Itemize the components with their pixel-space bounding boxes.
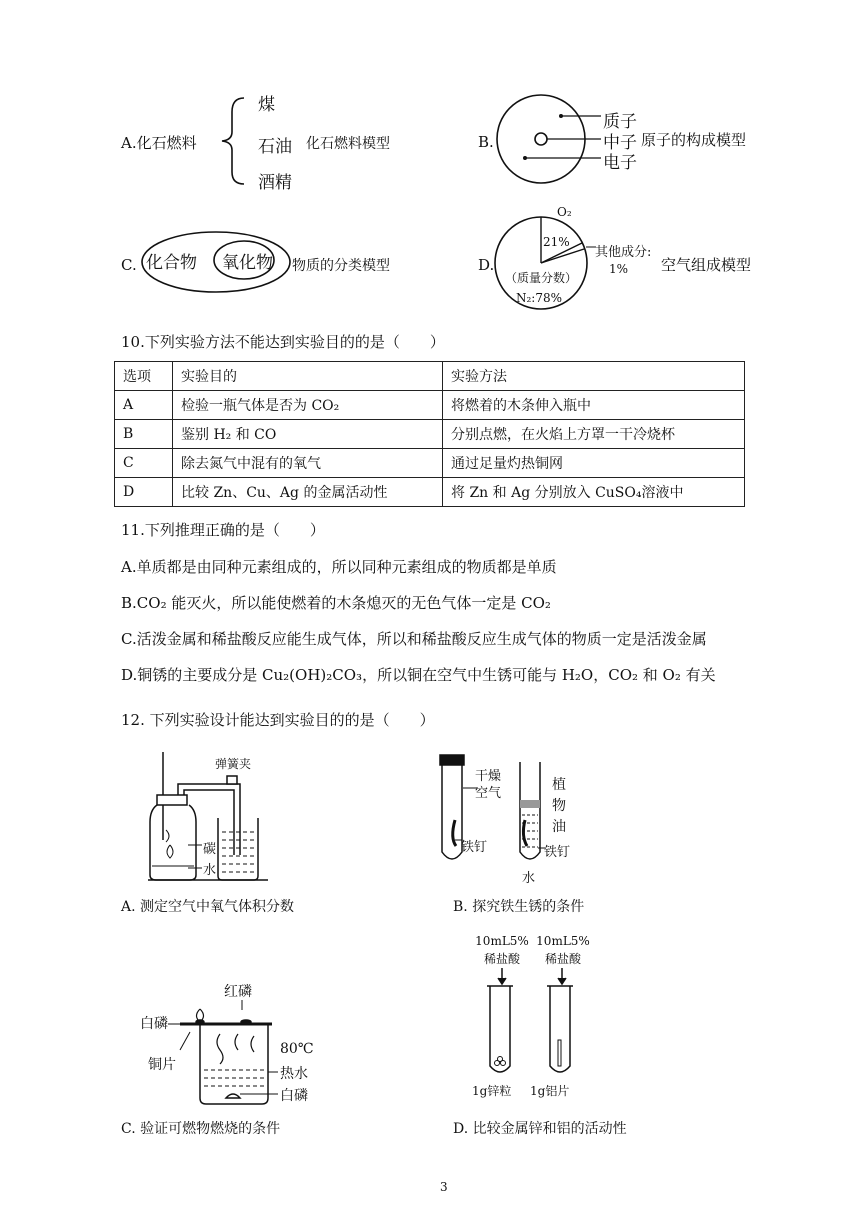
q12c-caption: C. 验证可燃物燃烧的条件 bbox=[121, 1121, 281, 1137]
q12b-nail2: 铁钉 bbox=[544, 845, 571, 860]
q12a-carbon: 碳 bbox=[203, 842, 217, 857]
q9a-model: 化石燃料模型 bbox=[306, 136, 390, 152]
q12-question: 12. 下列实验设计能达到实验目的的是（ ） bbox=[121, 711, 435, 729]
q11-question: 11.下列推理正确的是（ ） bbox=[121, 521, 325, 539]
table-cell: A bbox=[115, 391, 173, 420]
q9a-item-alcohol: 酒精 bbox=[258, 173, 292, 193]
q11-option-a: A.单质都是由同种元素组成的，所以同种元素组成的物质都是单质 bbox=[121, 558, 557, 576]
q9b-proton: 质子 bbox=[603, 112, 637, 132]
page-number: 3 bbox=[440, 1180, 448, 1194]
table-cell: 分别点燃，在火焰上方罩一干冷烧杯 bbox=[443, 420, 745, 449]
q9d-n2: N₂:78% bbox=[516, 291, 563, 305]
q12d-acid1: 10mL5%稀盐酸 bbox=[475, 934, 529, 966]
table-cell: 除去氮气中混有的氧气 bbox=[173, 449, 443, 478]
q9d-other: 其他成分: bbox=[595, 245, 652, 260]
q11-option-d: D.铜锈的主要成分是 Cu₂(OH)₂CO₃，所以铜在空气中生锈可能与 H₂O，CO₂ 和 O₂ 有关 bbox=[121, 666, 716, 684]
q9c-inner: 氧化物 bbox=[222, 253, 273, 273]
apparatus-c-drawing bbox=[168, 1000, 278, 1104]
table-cell: D bbox=[115, 478, 173, 507]
table-cell: 将燃着的木条伸入瓶中 bbox=[443, 391, 745, 420]
table-cell: C bbox=[115, 449, 173, 478]
q9a-item-oil: 石油 bbox=[258, 137, 292, 157]
hot-water-hatch bbox=[204, 1070, 264, 1086]
q9d-other-pct: 1% bbox=[609, 262, 629, 276]
q12c-copper: 铜片 bbox=[148, 1057, 176, 1073]
table-cell: B bbox=[115, 420, 173, 449]
q12b-caption: B. 探究铁生锈的条件 bbox=[453, 899, 585, 915]
q9b-neutron: 中子 bbox=[603, 133, 637, 153]
q9d-o2-pct: 21% bbox=[543, 235, 570, 249]
water-hatch bbox=[222, 832, 254, 872]
header-cell: 实验目的 bbox=[173, 362, 443, 391]
q12b-oil: 植物油 bbox=[552, 777, 566, 835]
q12c-temp: 80℃ bbox=[280, 1041, 314, 1057]
q10-question: 10.下列实验方法不能达到实验目的的是（ ） bbox=[121, 333, 445, 351]
q9d-o2: O₂ bbox=[557, 205, 572, 219]
q12d-zn: 1g锌粒 bbox=[472, 1084, 512, 1098]
q9a-label: A.化石燃料 bbox=[121, 134, 197, 152]
q9a-item-coal: 煤 bbox=[258, 95, 275, 115]
q12b-nail1: 铁钉 bbox=[461, 840, 488, 855]
header-cell: 选项 bbox=[115, 362, 173, 391]
q9d-model: 空气组成模型 bbox=[661, 256, 752, 274]
q12d-al: 1g铝片 bbox=[530, 1084, 570, 1098]
q12a-caption: A. 测定空气中氧气体积分数 bbox=[121, 899, 295, 915]
header-cell: 实验方法 bbox=[443, 362, 745, 391]
table-cell: 鉴别 H₂ 和 CO bbox=[173, 420, 443, 449]
table-cell: 比较 Zn、Cu、Ag 的金属活动性 bbox=[173, 478, 443, 507]
table-cell: 检验一瓶气体是否为 CO₂ bbox=[173, 391, 443, 420]
q12d-caption: D. 比较金属锌和铝的活动性 bbox=[453, 1121, 627, 1137]
q9b-label: B. bbox=[478, 133, 494, 151]
q12a-clip: 弹簧夹 bbox=[215, 757, 252, 771]
apparatus-a-drawing bbox=[148, 752, 268, 880]
q11-option-c: C.活泼金属和稀盐酸反应能生成气体，所以和稀盐酸反应生成气体的物质一定是活泼金属 bbox=[121, 630, 707, 648]
q9c-outer: 化合物 bbox=[146, 253, 197, 273]
q9c-label: C. bbox=[121, 256, 137, 274]
q12c-hot-water: 热水 bbox=[280, 1066, 308, 1082]
q9c-model: 物质的分类模型 bbox=[292, 258, 390, 274]
q11-option-b: B.CO₂ 能灭火，所以能使燃着的木条熄灭的无色气体一定是 CO₂ bbox=[121, 594, 551, 612]
q9b-model: 原子的构成模型 bbox=[641, 131, 747, 149]
q12c-white-p1: 白磷 bbox=[140, 1016, 168, 1032]
q12a-water: 水 bbox=[203, 863, 217, 878]
apparatus-b-drawing bbox=[440, 755, 545, 859]
q12c-red-p: 红磷 bbox=[224, 984, 252, 1000]
apparatus-d-drawing bbox=[487, 968, 573, 1072]
q12b-dry-air: 干燥空气 bbox=[475, 769, 502, 801]
q12c-white-p2: 白磷 bbox=[280, 1088, 308, 1104]
table-cell: 将 Zn 和 Ag 分别放入 CuSO₄溶液中 bbox=[443, 478, 745, 507]
q9d-label: D. bbox=[478, 256, 495, 274]
q9b-electron: 电子 bbox=[603, 153, 637, 173]
q12b-water: 水 bbox=[522, 871, 536, 886]
table-cell: 通过足量灼热铜网 bbox=[443, 449, 745, 478]
q12d-acid2: 10mL5%稀盐酸 bbox=[536, 934, 590, 966]
q9d-mass: （质量分数） bbox=[505, 271, 578, 285]
